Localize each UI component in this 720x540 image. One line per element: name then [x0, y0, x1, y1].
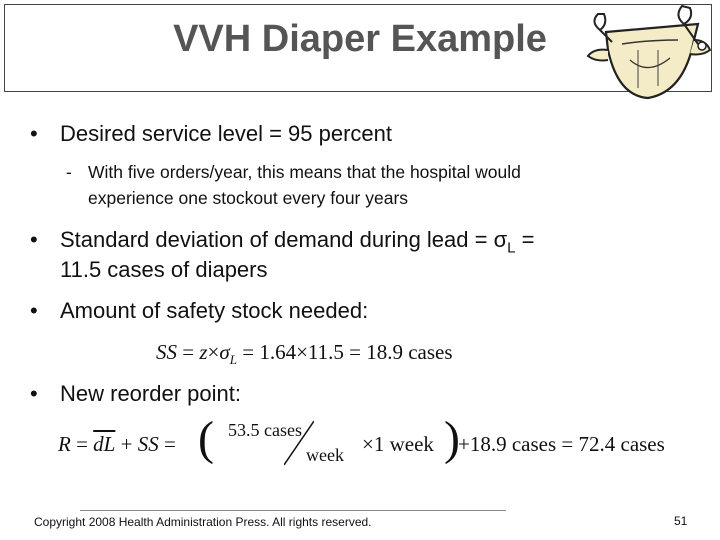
diaper-clipart-icon	[578, 0, 718, 102]
bullet-text: New reorder point:	[60, 381, 241, 406]
bullet-text-line2: 11.5 cases of diapers	[60, 257, 268, 282]
bullet-text: Amount of safety stock needed:	[60, 298, 369, 323]
slide-title: VVH Diaper Example	[173, 18, 547, 60]
sub-bullet-line1: With five orders/year, this means that the hospital would	[88, 162, 521, 182]
footer-divider	[80, 510, 506, 511]
bullet-text: Desired service level = 95 percent	[60, 121, 392, 146]
copyright-footer: Copyright 2008 Health Administration Press. All rights reserved.	[34, 515, 372, 529]
sub-bullet-marker: -	[66, 162, 72, 182]
page-number: 51	[674, 514, 688, 528]
bullet-marker: •	[30, 298, 38, 323]
bullet-marker: •	[30, 121, 38, 146]
sigma-subscript: L	[507, 239, 516, 257]
bullet-marker: •	[30, 381, 38, 406]
bullet-marker: •	[30, 227, 38, 252]
bullet-text-line1: Standard deviation of demand during lead = $\sigma_L$ =	[60, 227, 535, 257]
safety-stock-equation: SS = $z\times\sigma_L = 1.64\times 11.5 = 18.9$ cases	[156, 340, 453, 368]
reorder-point-equation: $R = \overline{dL}$ + SS = ( 53.5 cases week ×1 week ) +18.9 cases = 72.4 cases	[58, 412, 665, 465]
sub-bullet-line2: experience one stockout every four years	[88, 188, 409, 208]
